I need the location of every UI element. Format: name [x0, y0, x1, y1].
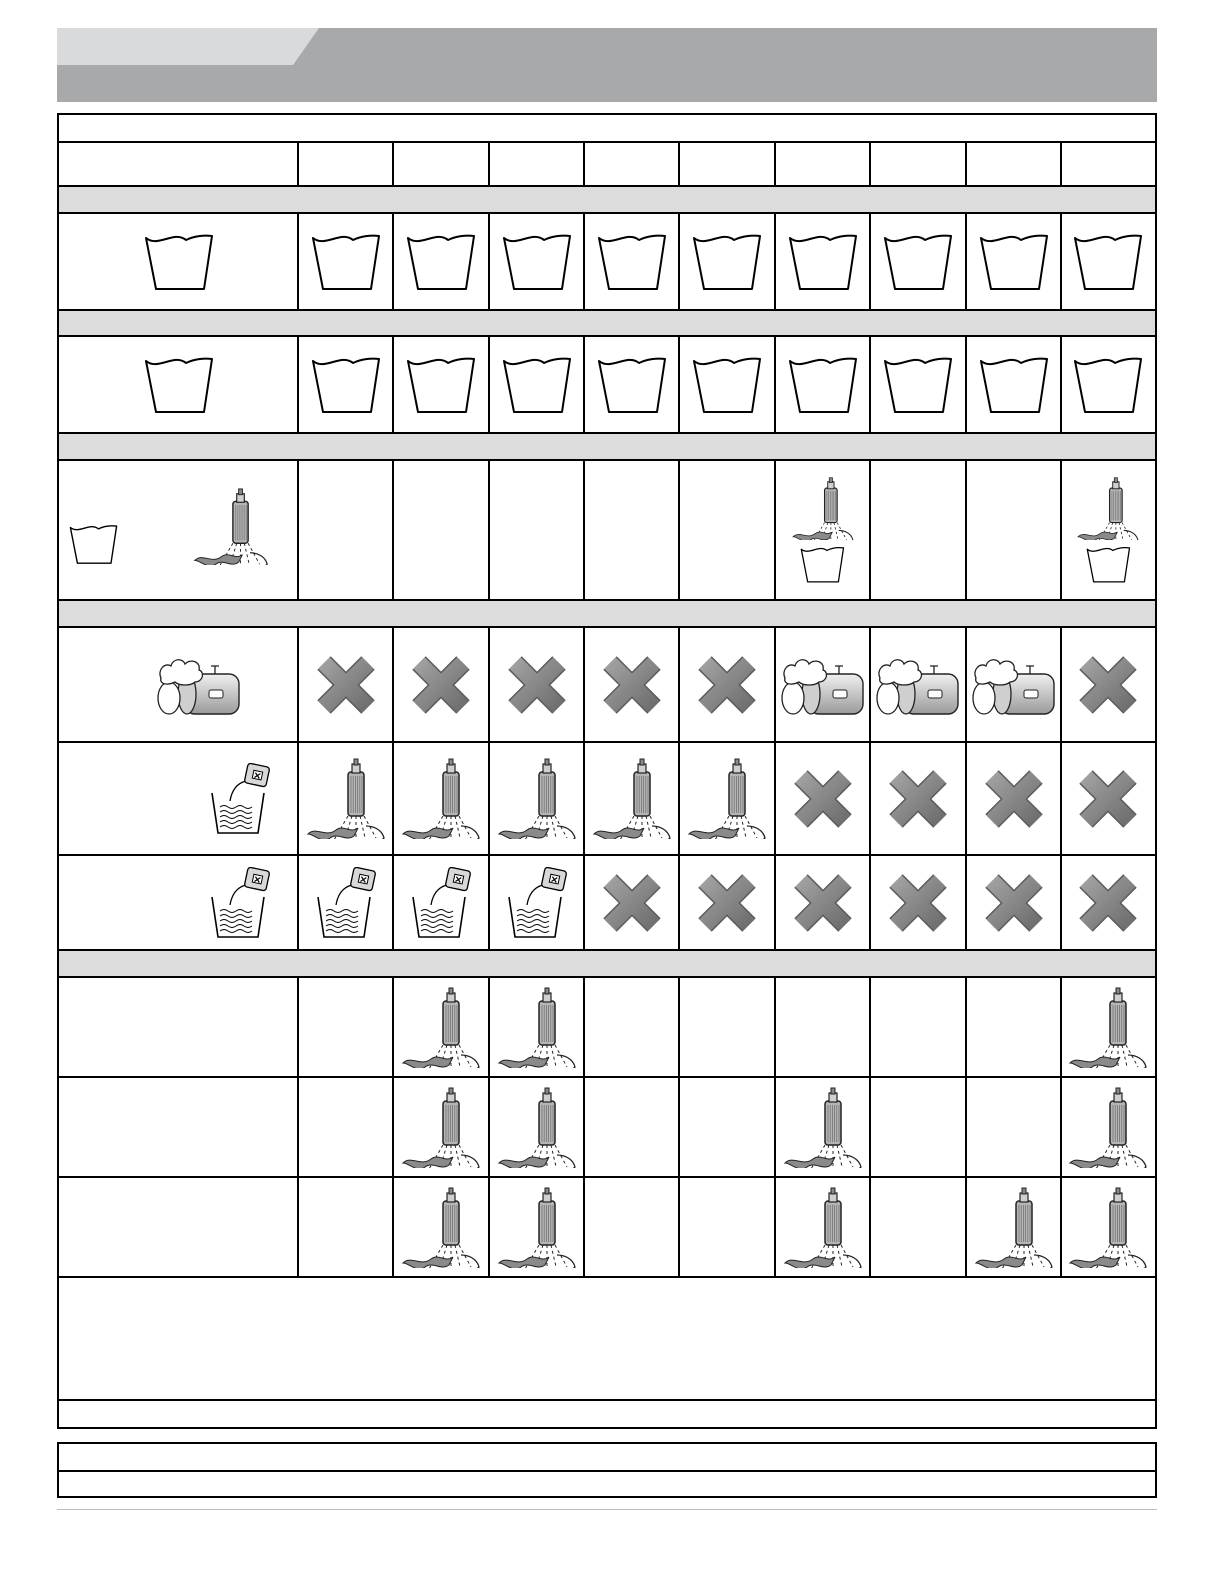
solution-bucket-icon [505, 867, 569, 939]
table-cell [966, 742, 1061, 855]
spray-bottle-icon [790, 477, 856, 540]
spray-bottle-icon [590, 758, 674, 839]
row-label-cell [59, 977, 298, 1077]
table-cell [775, 855, 870, 950]
cross-icon [405, 649, 477, 721]
row-label-cell [59, 742, 298, 855]
cross-icon [1072, 867, 1144, 939]
table-cell [775, 627, 870, 742]
table-cell [298, 627, 393, 742]
spray-bottle-icon [781, 1087, 865, 1168]
spray-bottle-icon [399, 758, 483, 839]
table-cell [870, 1077, 966, 1177]
wash-tub-icon [311, 233, 381, 291]
column-header [775, 142, 870, 186]
table-cell [775, 213, 870, 310]
table-cell [489, 627, 584, 742]
divider [59, 1470, 1155, 1472]
cleaning-chart-table [57, 113, 1157, 1429]
table-cell [393, 1177, 489, 1277]
table-cell [966, 213, 1061, 310]
table-cell [679, 742, 775, 855]
cross-icon [596, 649, 668, 721]
solution-bucket-icon [314, 867, 378, 939]
solution-bucket-icon [409, 867, 473, 939]
table-cell [298, 460, 393, 600]
table-cell [870, 855, 966, 950]
table-cell [1061, 977, 1155, 1077]
column-header [1061, 142, 1155, 186]
section-band [59, 186, 1155, 213]
table-cell [679, 336, 775, 433]
table-cell [1061, 213, 1155, 310]
table-cell [775, 460, 870, 600]
row-label-cell [59, 336, 298, 433]
table-cell [679, 213, 775, 310]
spray-bottle-icon [495, 987, 579, 1068]
cross-icon [978, 867, 1050, 939]
table-cell [584, 627, 679, 742]
wash-tub-icon [979, 356, 1049, 414]
table-cell [393, 977, 489, 1077]
wash-tub-icon [69, 524, 118, 565]
table-cell [393, 742, 489, 855]
table-cell [966, 336, 1061, 433]
column-header [393, 142, 489, 186]
spray-over-tub-icon [1075, 477, 1141, 583]
table-cell [966, 855, 1061, 950]
table-cell [298, 1177, 393, 1277]
table-cell [584, 213, 679, 310]
solution-bucket-icon [208, 867, 272, 939]
cross-icon [787, 867, 859, 939]
spray-bottle-icon [1075, 477, 1141, 540]
table-cell [679, 627, 775, 742]
wash-tub-icon [788, 356, 858, 414]
table-cell [870, 742, 966, 855]
wash-tub-icon [144, 356, 214, 414]
table-cell [966, 1177, 1061, 1277]
spray-bottle-icon [1066, 1187, 1150, 1268]
table-cell [393, 336, 489, 433]
wash-tub-icon [979, 233, 1049, 291]
spray-bottle-icon [685, 758, 769, 839]
cross-icon [1072, 649, 1144, 721]
spray-bottle-icon [304, 758, 388, 839]
cross-icon [596, 867, 668, 939]
wash-tub-icon [800, 546, 845, 583]
column-header [489, 142, 584, 186]
wash-tub-icon [1073, 356, 1143, 414]
table-cell [679, 1177, 775, 1277]
column-header [59, 142, 298, 186]
wash-tub-icon [692, 233, 762, 291]
spray-bottle-icon [399, 987, 483, 1068]
table-cell [1061, 855, 1155, 950]
cross-icon [978, 763, 1050, 835]
bottom-info-box [57, 1442, 1157, 1498]
table-cell [393, 627, 489, 742]
table-cell [489, 213, 584, 310]
cross-icon [501, 649, 573, 721]
table-cell [584, 336, 679, 433]
table-cell [870, 336, 966, 433]
table-cell [298, 855, 393, 950]
table-cell [775, 1077, 870, 1177]
cross-icon [882, 763, 954, 835]
table-cell [298, 742, 393, 855]
spray-bottle-icon [495, 1087, 579, 1168]
table-cell [489, 855, 584, 950]
table-cell [870, 627, 966, 742]
column-header [679, 142, 775, 186]
table-cell [584, 855, 679, 950]
spray-bottle-icon [399, 1087, 483, 1168]
table-cell [966, 460, 1061, 600]
table-cell [489, 977, 584, 1077]
wash-tub-icon [144, 233, 214, 291]
page-header-banner [57, 28, 1157, 102]
column-header [870, 142, 966, 186]
table-cell [966, 1077, 1061, 1177]
table-cell [584, 1177, 679, 1277]
table-cell [1061, 460, 1155, 600]
solution-bucket-icon [208, 763, 272, 835]
wash-tub-icon [502, 233, 572, 291]
spray-over-tub-icon [790, 477, 856, 583]
wash-tub-icon [788, 233, 858, 291]
table-cell [489, 336, 584, 433]
row-divider [59, 1399, 1155, 1401]
table-cell [870, 977, 966, 1077]
table-cell [1061, 742, 1155, 855]
spray-bottle-icon [495, 758, 579, 839]
cross-icon [882, 867, 954, 939]
table-cell [393, 213, 489, 310]
table-cell [298, 213, 393, 310]
cross-icon [691, 867, 763, 939]
wash-tub-icon [1086, 546, 1131, 583]
wash-tub-icon [406, 356, 476, 414]
table-cell [298, 1077, 393, 1177]
steam-cleaner-icon [779, 652, 867, 718]
row-label-cell [59, 855, 298, 950]
section-band [59, 433, 1155, 460]
tub-and-spray-icon [59, 460, 298, 600]
wash-tub-icon [597, 233, 667, 291]
table-cell [489, 460, 584, 600]
table-cell [393, 460, 489, 600]
wash-tub-icon [883, 233, 953, 291]
table-cell [489, 742, 584, 855]
table-cell [1061, 336, 1155, 433]
wash-tub-icon [1073, 233, 1143, 291]
steam-cleaner-icon [970, 652, 1058, 718]
steam-cleaner-icon [155, 652, 243, 718]
table-cell [775, 1177, 870, 1277]
table-cell [966, 977, 1061, 1077]
table-cell [679, 977, 775, 1077]
wash-tub-icon [406, 233, 476, 291]
spray-bottle-icon [191, 488, 271, 565]
table-cell [679, 855, 775, 950]
row-label-cell [59, 213, 298, 310]
table-cell [966, 627, 1061, 742]
footer-rule [57, 1509, 1157, 1510]
table-cell [775, 336, 870, 433]
cross-icon [310, 649, 382, 721]
table-cell [584, 460, 679, 600]
table-cell [298, 336, 393, 433]
table-cell [870, 1177, 966, 1277]
table-cell [584, 742, 679, 855]
column-header [966, 142, 1061, 186]
spray-bottle-icon [495, 1187, 579, 1268]
row-label-cell [59, 460, 298, 600]
table-cell [584, 977, 679, 1077]
table-cell [393, 855, 489, 950]
wash-tub-icon [883, 356, 953, 414]
wash-tub-icon [692, 356, 762, 414]
table-cell [870, 213, 966, 310]
wash-tub-icon [597, 356, 667, 414]
table-cell [584, 1077, 679, 1177]
column-header [584, 142, 679, 186]
row-label-cell [59, 627, 298, 742]
row-label-cell [59, 1077, 298, 1177]
table-cell [775, 977, 870, 1077]
spray-bottle-icon [781, 1187, 865, 1268]
wash-tub-icon [311, 356, 381, 414]
section-band [59, 600, 1155, 627]
section-band [59, 310, 1155, 336]
cross-icon [1072, 763, 1144, 835]
spray-bottle-icon [399, 1187, 483, 1268]
cross-icon [691, 649, 763, 721]
table-cell [1061, 627, 1155, 742]
table-cell [870, 460, 966, 600]
spray-bottle-icon [1066, 1087, 1150, 1168]
table-cell [489, 1177, 584, 1277]
table-cell [679, 1077, 775, 1177]
table-cell [1061, 1077, 1155, 1177]
section-band [59, 950, 1155, 977]
table-cell [775, 742, 870, 855]
spray-bottle-icon [972, 1187, 1056, 1268]
wash-tub-icon [502, 356, 572, 414]
cross-icon [787, 763, 859, 835]
spray-bottle-icon [1066, 987, 1150, 1068]
steam-cleaner-icon [874, 652, 962, 718]
table-cell [679, 460, 775, 600]
row-label-cell [59, 1177, 298, 1277]
column-header [298, 142, 393, 186]
table-cell [393, 1077, 489, 1177]
table-cell [489, 1077, 584, 1177]
table-cell [298, 977, 393, 1077]
table-cell [1061, 1177, 1155, 1277]
